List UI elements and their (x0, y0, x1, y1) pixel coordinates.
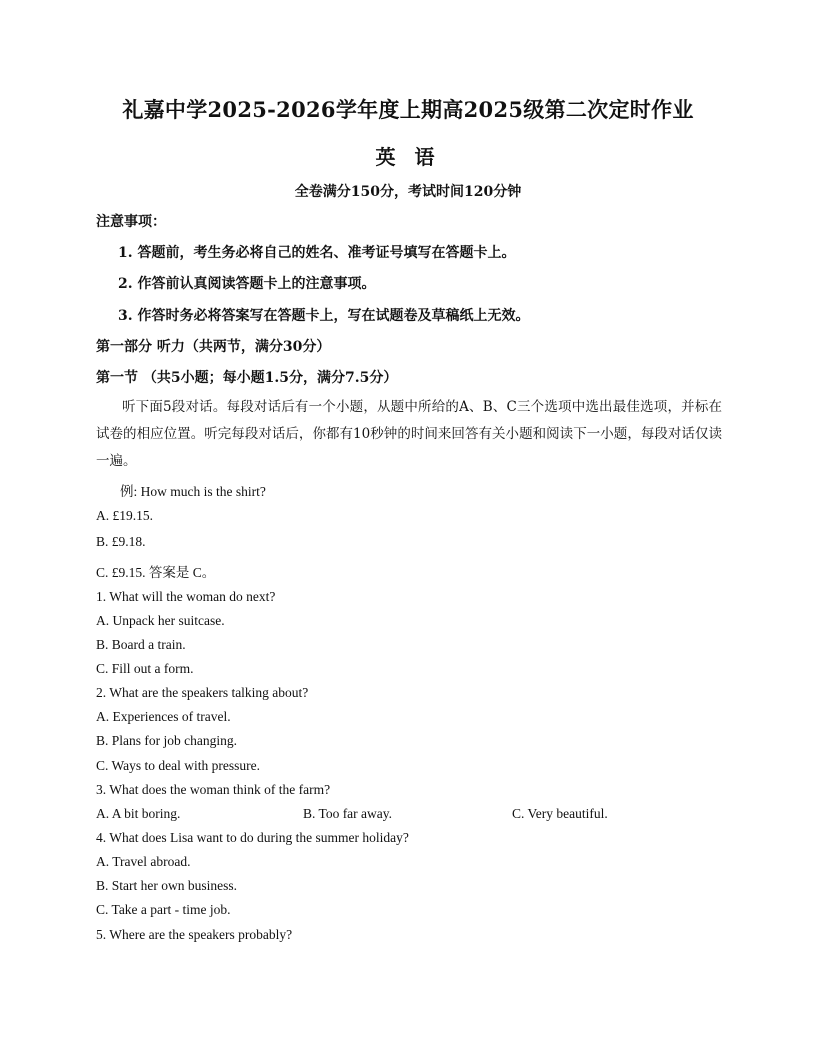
question-2: 2. What are the speakers talking about? (96, 685, 309, 700)
question-3-option-b: B. Too far away. (303, 806, 393, 821)
exam-title: 礼嘉中学2025-2026学年度上期高2025级第二次定时作业 (122, 97, 694, 122)
question-1-option-b: B. Board a train. (96, 637, 186, 652)
example-option-c: C. £9.15. 答案是 C。 (96, 565, 216, 580)
example-option-a: A. £19.15. (96, 508, 153, 523)
question-2-option-a: A. Experiences of travel. (96, 709, 231, 724)
notice-item-1: 1. 答题前，考生务必将自己的姓名、准考证号填写在答题卡上。 (118, 245, 516, 261)
question-1: 1. What will the woman do next? (96, 589, 276, 604)
question-5: 5. Where are the speakers probably? (96, 927, 293, 942)
subject-title: 英 语 (375, 145, 441, 169)
question-3-option-c: C. Very beautiful. (512, 806, 608, 821)
notice-heading: 注意事项： (96, 214, 166, 230)
question-2-option-c: C. Ways to deal with pressure. (96, 758, 261, 773)
example-option-b: B. £9.18. (96, 534, 146, 549)
notice-item-3: 3. 作答时务必将答案写在答题卡上，写在试题卷及草稿纸上无效。 (118, 308, 530, 324)
example-question: 例: How much is the shirt? (120, 484, 266, 499)
question-3: 3. What does the woman think of the farm? (96, 782, 331, 797)
score-info: 全卷满分150分，考试时间120分钟 (294, 184, 522, 200)
question-4: 4. What does Lisa want to do during the summer holiday? (96, 830, 409, 845)
question-1-option-a: A. Unpack her suitcase. (96, 613, 225, 628)
question-1-option-c: C. Fill out a form. (96, 661, 194, 676)
question-3-option-a: A. A bit boring. (96, 806, 181, 821)
part1-heading: 第一部分 听力（共两节，满分30分） (96, 339, 331, 355)
question-4-option-a: A. Travel abroad. (96, 854, 191, 869)
section1-heading: 第一节 （共5小题；每小题1.5分，满分7.5分） (96, 370, 398, 386)
listening-instructions: 听下面5段对话。每段对话后有一个小题，从题中所给的A、B、C三个选项中选出最佳选项，并标在试卷的相应位置。听完每段对话后，你都有10秒钟的时间来回答有关小题和阅读下一小题，每段对话仅读一遍。 (96, 399, 722, 469)
question-2-option-b: B. Plans for job changing. (96, 733, 237, 748)
question-4-option-c: C. Take a part - time job. (96, 902, 231, 917)
question-4-option-b: B. Start her own business. (96, 878, 237, 893)
notice-item-2: 2. 作答前认真阅读答题卡上的注意事项。 (118, 276, 376, 292)
